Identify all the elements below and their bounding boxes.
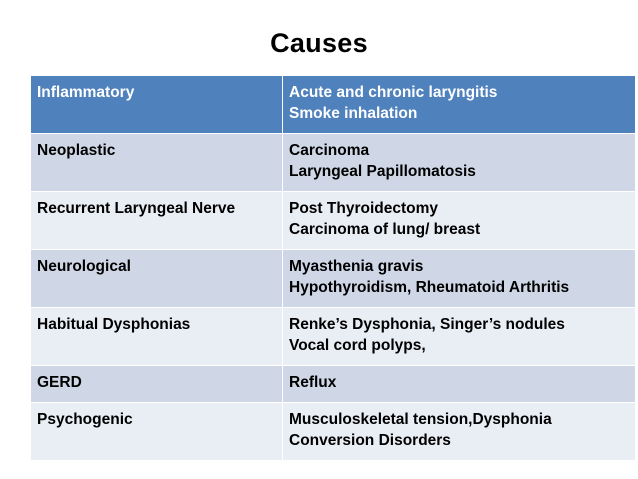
cause-label: Recurrent Laryngeal Nerve [37, 200, 236, 217]
table-row [31, 307, 635, 365]
table-row [31, 75, 635, 133]
cause-label: GERD [37, 374, 82, 391]
detail-line: Acute and chronic laryngitis [289, 84, 498, 101]
cause-label: Neoplastic [37, 142, 116, 159]
detail-line: Renke’s Dysphonia, Singer’s nodules [289, 316, 565, 333]
cause-label: Psychogenic [37, 411, 133, 428]
detail-line: Laryngeal Papillomatosis [289, 163, 476, 180]
cause-cell [31, 134, 282, 191]
cause-cell [31, 76, 282, 133]
table-row [31, 365, 635, 402]
cause-cell [31, 250, 282, 307]
causes-table [31, 75, 635, 460]
details-cell [282, 250, 635, 307]
table-row [31, 402, 635, 460]
details-cell [282, 76, 635, 133]
detail-line: Vocal cord polyps, [289, 337, 426, 354]
table-row [31, 191, 635, 249]
details-cell [282, 308, 635, 365]
detail-line: Myasthenia gravis [289, 258, 424, 275]
details-cell [282, 134, 635, 191]
cause-label: Inflammatory [37, 84, 135, 101]
details-cell [282, 366, 635, 402]
cause-cell [31, 308, 282, 365]
detail-line: Smoke inhalation [289, 105, 418, 122]
cause-cell [31, 366, 282, 402]
cause-cell [31, 403, 282, 460]
detail-line: Hypothyroidism, Rheumatoid Arthritis [289, 279, 570, 296]
table-row [31, 249, 635, 307]
detail-line: Reflux [289, 374, 337, 391]
slide-title: Causes [270, 28, 368, 58]
detail-line: Post Thyroidectomy [289, 200, 438, 217]
details-cell [282, 192, 635, 249]
detail-line: Conversion Disorders [289, 432, 451, 449]
cause-cell [31, 192, 282, 249]
cause-label: Habitual Dysphonias [37, 316, 191, 333]
table-row [31, 133, 635, 191]
detail-line: Musculoskeletal tension,Dysphonia [289, 411, 552, 428]
detail-line: Carcinoma [289, 142, 370, 159]
detail-line: Carcinoma of lung/ breast [289, 221, 481, 238]
cause-label: Neurological [37, 258, 131, 275]
details-cell [282, 403, 635, 460]
